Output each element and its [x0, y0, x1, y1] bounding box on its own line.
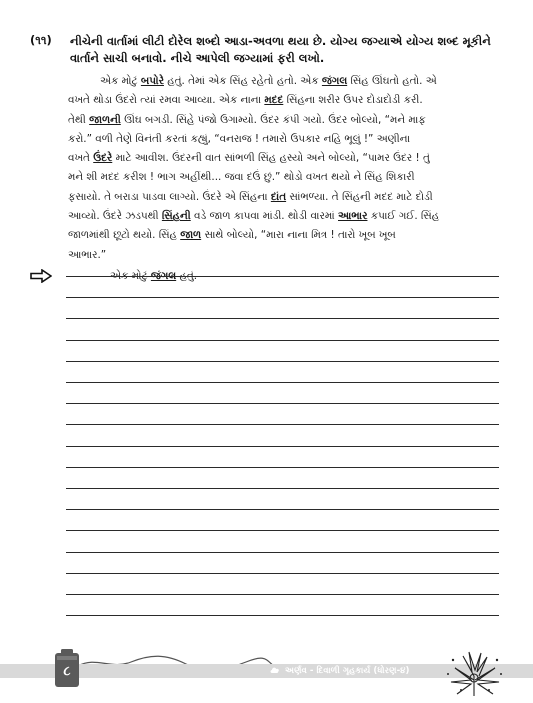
passage-text: માટે આવીશ. ઉંદરની વાત સાંભળી સિંહ હસ્યો અને બોલ્યો, “પામર ઉંદર ! તું	[112, 152, 430, 165]
passage-line	[68, 246, 500, 265]
writing-line[interactable]	[66, 318, 499, 319]
underlined-word: બપોરે	[140, 75, 164, 87]
passage-text: એક મોટું	[100, 75, 141, 87]
underlined-word: જાળ	[180, 229, 202, 242]
passage-line	[68, 207, 500, 226]
passage-line	[68, 72, 500, 91]
writing-line[interactable]	[66, 276, 499, 277]
passage-line	[68, 111, 500, 130]
writing-line[interactable]	[66, 467, 499, 468]
writing-line[interactable]	[66, 509, 499, 510]
passage-line	[68, 226, 500, 245]
underlined-word: મદદ	[264, 94, 284, 107]
writing-line[interactable]	[66, 361, 499, 362]
passage-line	[68, 168, 500, 187]
passage-text: જાળમાંથી છૂટો થયો. સિંહ	[68, 229, 181, 242]
page-number: ૮	[63, 664, 71, 679]
story-passage	[68, 72, 500, 265]
writing-line[interactable]	[66, 403, 499, 404]
writing-line[interactable]	[66, 552, 499, 553]
passage-text: કરો.” વળી તેણે વિનંતી કરતાં કહ્યું, “વનરાજ ! તમારો ઉપકાર નહિ ભૂલું !” અણીના	[68, 132, 410, 145]
writing-line[interactable]	[66, 594, 499, 595]
underlined-word: ઉંદરે	[93, 152, 113, 165]
passage-text: સાથે બોલ્યો, “મારા નાના મિત્ર ! તારો ખૂબ ખૂબ	[201, 229, 396, 242]
passage-text: કપાઈ ગઈ. સિંહ	[367, 210, 440, 223]
passage-text: તેથી	[68, 113, 90, 126]
underlined-word: જંગલ	[321, 75, 348, 87]
passage-text: મને શી મદદ કરીશ ! ભાગ અહીંથી... જવા દઉં છું.” થોડો વખત થયો ને સિંહ શિકારી	[68, 171, 415, 184]
answer-suffix: હતું.	[176, 270, 198, 282]
ruled-writing-area[interactable]	[66, 276, 499, 636]
passage-text: સિંહના શરીર ઉપર દોડાદોડી કરી.	[283, 94, 423, 107]
question-number: (૧૧)	[30, 33, 52, 47]
passage-line	[68, 91, 500, 110]
writing-line[interactable]	[66, 424, 499, 425]
passage-text: ફસાયો. તે બરાડા પાડવા લાગ્યો. ઉંદરે એ સિંહના	[68, 190, 271, 203]
writing-line[interactable]	[66, 615, 499, 616]
answer-prefix: એક મોટું	[110, 270, 151, 282]
passage-line	[68, 149, 500, 168]
underlined-word: દાંત	[270, 190, 287, 203]
passage-text: વખતે	[68, 152, 94, 165]
underlined-word: આભાર	[338, 210, 368, 223]
footer-book-title: અર્ણવ - દિવાળી ગૃહકાર્ય (ધોરણ-૪)	[285, 666, 410, 676]
writing-line[interactable]	[66, 530, 499, 531]
writing-line[interactable]	[66, 573, 499, 574]
writing-line[interactable]	[66, 340, 499, 341]
answer-underlined-word: જંગલ	[150, 270, 177, 282]
writing-line[interactable]	[66, 446, 499, 447]
passage-text: સિંહ ઊંઘતો હતો. એ	[347, 75, 437, 87]
writing-line[interactable]	[66, 488, 499, 489]
writing-line[interactable]	[66, 297, 499, 298]
passage-text: સાંભળ્યા. તે સિંહની મદદ માટે દોડી	[286, 190, 433, 203]
underlined-word: જાળની	[89, 113, 121, 126]
sparkle-burst-icon	[443, 650, 505, 698]
passage-line	[68, 188, 500, 207]
passage-text: હતું. તેમાં એક સિંહ રહેતો હતો. એક	[163, 75, 322, 87]
passage-text: આભાર.”	[68, 248, 107, 261]
question-instruction: નીચેની વાર્તામાં લીટી દોરેલ શબ્દો આડા-અવળા થયા છે. યોગ્ય જગ્યાએ યોગ્ય શબ્દ મૂકીને વાર્તાને સાચી બનાવો. નીચે આપેલી જગ્યામાં ફરી લખો.	[70, 34, 491, 65]
underlined-word: સિંહની	[161, 210, 191, 223]
right-arrow-outline-icon	[30, 269, 52, 283]
passage-text: ઊંઘ બગડી. સિંહે પંજો ઉગામ્યો. ઉંદર કંપી ગયો. ઉંદર બોલ્યો, “મને માફ	[120, 113, 426, 126]
passage-text: વડે જાળ કાપવા માંડી. થોડી વારમાં	[190, 210, 339, 223]
passage-line	[68, 130, 500, 149]
passage-text: આવ્યો. ઉંદરે ઝડપથી	[68, 210, 162, 223]
cloud-icon	[270, 666, 280, 675]
writing-line[interactable]	[66, 382, 499, 383]
passage-text: વખતે થોડા ઉંદરો ત્યાં રમવા આવ્યા. એક નાના	[68, 94, 265, 107]
